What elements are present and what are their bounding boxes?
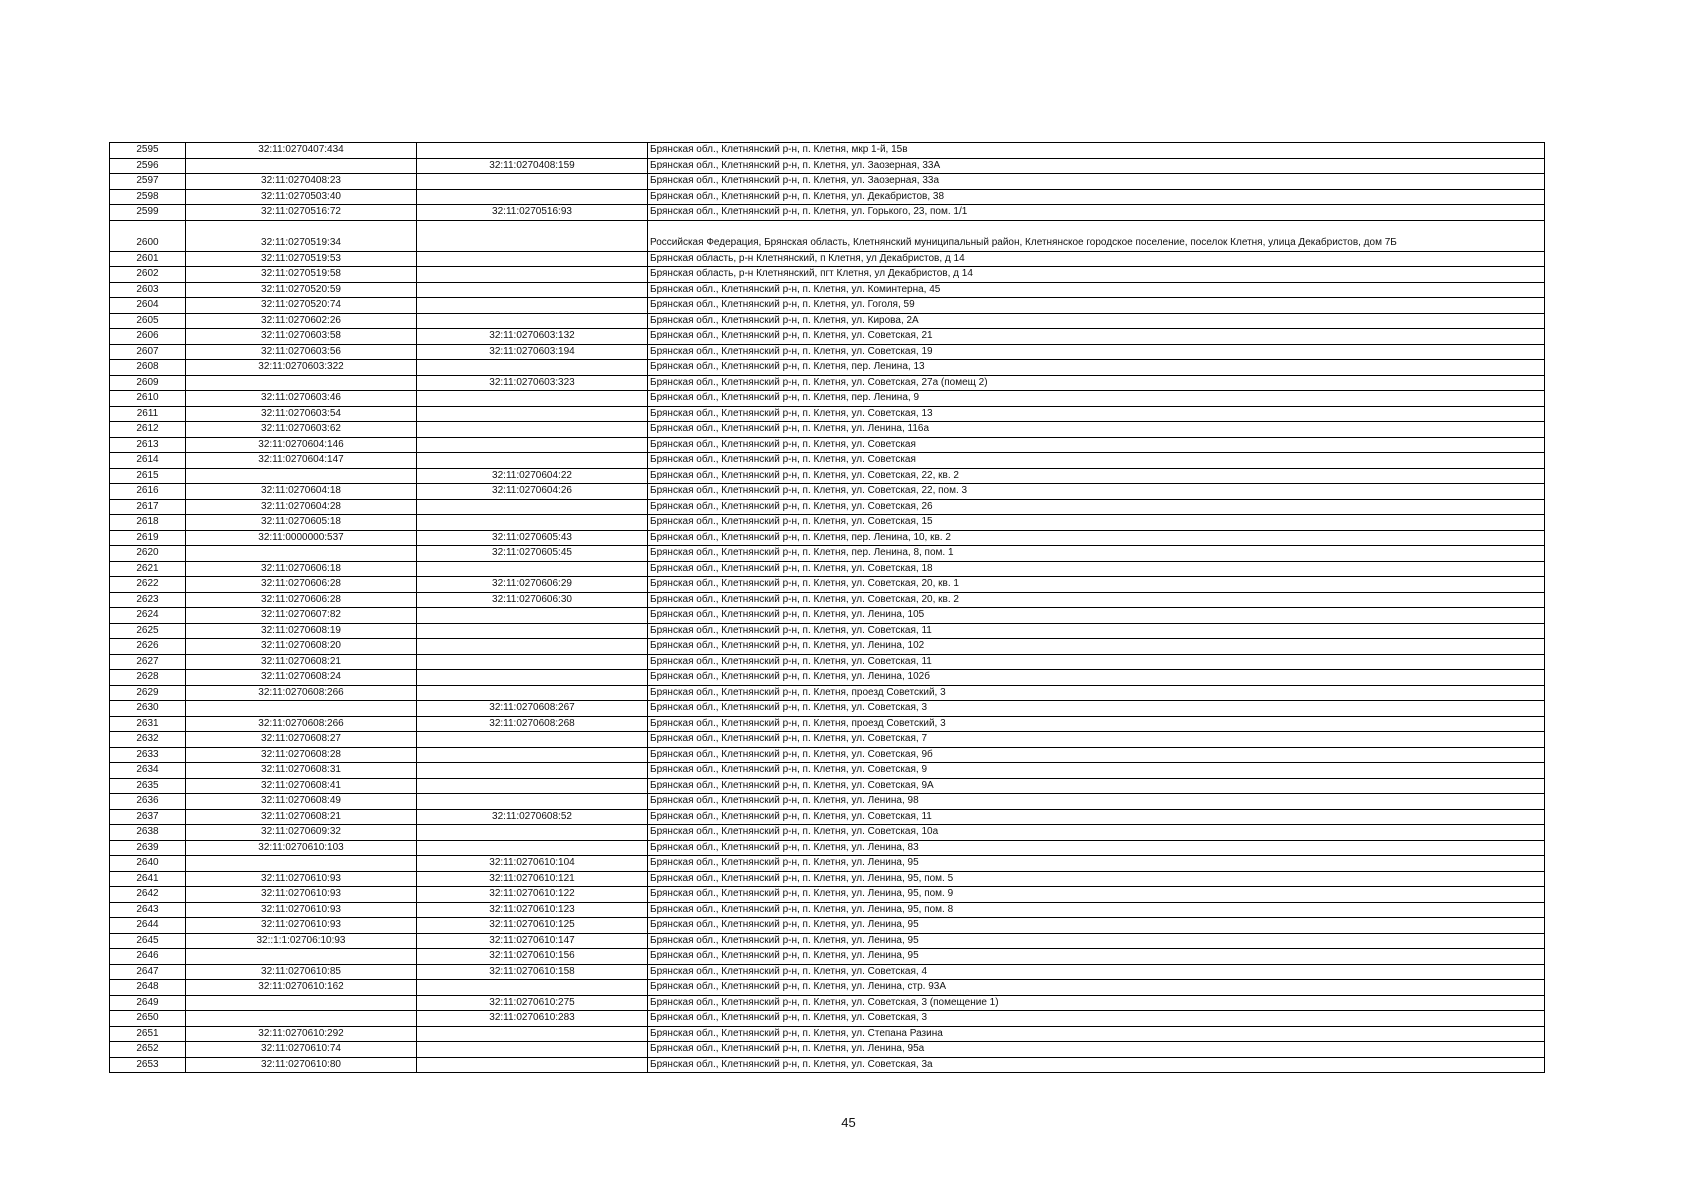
- related-cadastral-number-cell: [417, 623, 648, 639]
- cadastral-number-cell: 32:11:0270606:18: [186, 561, 417, 577]
- table-row: [110, 1026, 1545, 1042]
- cadastral-number-cell: 32:11:0270603:58: [186, 329, 417, 345]
- address-cell: Брянская обл., Клетнянский р-н, п. Клетня, ул. Советская, 27а (помещ 2): [648, 375, 1545, 391]
- registry-table-body: [110, 143, 1545, 1073]
- cadastral-number-cell: 32:11:0270605:18: [186, 515, 417, 531]
- address-cell: Брянская обл., Клетнянский р-н, п. Клетня, проезд Советский, 3: [648, 716, 1545, 732]
- related-cadastral-number-cell: [417, 1057, 648, 1073]
- table-row: [110, 747, 1545, 763]
- related-cadastral-number-cell: [417, 437, 648, 453]
- cadastral-number-cell: 32:11:0270516:72: [186, 205, 417, 221]
- address-cell: Брянская обл., Клетнянский р-н, п. Клетня, ул. Советская, 20, кв. 2: [648, 592, 1545, 608]
- address-cell: Брянская обл., Клетнянский р-н, п. Клетня, ул. Ленина, 95а: [648, 1042, 1545, 1058]
- address-cell: Брянская обл., Клетнянский р-н, п. Клетня, ул. Степана Разина: [648, 1026, 1545, 1042]
- address-cell: Брянская обл., Клетнянский р-н, п. Клетня, ул. Советская, 9б: [648, 747, 1545, 763]
- table-row: [110, 360, 1545, 376]
- row-number-cell: 2625: [110, 623, 186, 639]
- row-number-cell: 2645: [110, 933, 186, 949]
- related-cadastral-number-cell: 32:11:0270606:29: [417, 577, 648, 593]
- row-number-cell: 2614: [110, 453, 186, 469]
- row-number-cell: 2600: [110, 220, 186, 251]
- related-cadastral-number-cell: [417, 840, 648, 856]
- table-row: [110, 763, 1545, 779]
- table-row: [110, 329, 1545, 345]
- page-number: 45: [841, 1115, 856, 1130]
- related-cadastral-number-cell: [417, 825, 648, 841]
- address-cell: Брянская обл., Клетнянский р-н, п. Клетня, ул. Советская, 4: [648, 964, 1545, 980]
- related-cadastral-number-cell: [417, 267, 648, 283]
- row-number-cell: 2618: [110, 515, 186, 531]
- cadastral-number-cell: 32:11:0270606:28: [186, 592, 417, 608]
- row-number-cell: 2641: [110, 871, 186, 887]
- cadastral-number-cell: 32:11:0270603:54: [186, 406, 417, 422]
- table-row: [110, 732, 1545, 748]
- row-number-cell: 2626: [110, 639, 186, 655]
- related-cadastral-number-cell: 32:11:0270610:122: [417, 887, 648, 903]
- table-row: [110, 282, 1545, 298]
- address-cell: Брянская обл., Клетнянский р-н, п. Клетня, ул. Ленина, 95, пом. 5: [648, 871, 1545, 887]
- row-number-cell: 2609: [110, 375, 186, 391]
- address-cell: Брянская обл., Клетнянский р-н, п. Клетня, ул. Советская, 9: [648, 763, 1545, 779]
- cadastral-number-cell: 32:11:0270603:46: [186, 391, 417, 407]
- related-cadastral-number-cell: 32:11:0270608:267: [417, 701, 648, 717]
- address-cell: Брянская обл., Клетнянский р-н, п. Клетня, ул. Советская, 22, кв. 2: [648, 468, 1545, 484]
- address-cell: Брянская обл., Клетнянский р-н, п. Клетня, ул. Кирова, 2А: [648, 313, 1545, 329]
- address-cell: Брянская обл., Клетнянский р-н, п. Клетня, ул. Советская: [648, 437, 1545, 453]
- table-row: [110, 484, 1545, 500]
- cadastral-number-cell: [186, 468, 417, 484]
- related-cadastral-number-cell: 32:11:0270610:147: [417, 933, 648, 949]
- table-row: [110, 205, 1545, 221]
- table-row: [110, 701, 1545, 717]
- related-cadastral-number-cell: [417, 422, 648, 438]
- cadastral-number-cell: 32:11:0270608:266: [186, 716, 417, 732]
- related-cadastral-number-cell: [417, 747, 648, 763]
- table-row: [110, 344, 1545, 360]
- address-cell: Брянская обл., Клетнянский р-н, п. Клетня, ул. Ленина, 102б: [648, 670, 1545, 686]
- address-cell: Брянская обл., Клетнянский р-н, п. Клетня, ул. Ленина, 95, пом. 8: [648, 902, 1545, 918]
- address-cell: Брянская область, р-н Клетнянский, пгт Клетня, ул Декабристов, д 14: [648, 267, 1545, 283]
- address-cell: Брянская обл., Клетнянский р-н, п. Клетня, ул. Советская, 11: [648, 809, 1545, 825]
- row-number-cell: 2628: [110, 670, 186, 686]
- cadastral-number-cell: 32:11:0270604:147: [186, 453, 417, 469]
- related-cadastral-number-cell: 32:11:0270608:268: [417, 716, 648, 732]
- row-number-cell: 2639: [110, 840, 186, 856]
- related-cadastral-number-cell: 32:11:0270610:125: [417, 918, 648, 934]
- row-number-cell: 2621: [110, 561, 186, 577]
- related-cadastral-number-cell: [417, 406, 648, 422]
- table-row: [110, 670, 1545, 686]
- cadastral-number-cell: 32:11:0270610:93: [186, 902, 417, 918]
- address-cell: Брянская обл., Клетнянский р-н, п. Клетня, ул. Советская, 10а: [648, 825, 1545, 841]
- row-number-cell: 2617: [110, 499, 186, 515]
- related-cadastral-number-cell: 32:11:0270605:43: [417, 530, 648, 546]
- cadastral-number-cell: 32:11:0270604:18: [186, 484, 417, 500]
- row-number-cell: 2647: [110, 964, 186, 980]
- table-row: [110, 1011, 1545, 1027]
- table-row: [110, 406, 1545, 422]
- address-cell: Брянская обл., Клетнянский р-н, п. Клетня, пер. Ленина, 9: [648, 391, 1545, 407]
- row-number-cell: 2637: [110, 809, 186, 825]
- related-cadastral-number-cell: 32:11:0270603:194: [417, 344, 648, 360]
- table-row: [110, 577, 1545, 593]
- table-row: [110, 794, 1545, 810]
- address-cell: Брянская обл., Клетнянский р-н, п. Клетня, ул. Советская, 15: [648, 515, 1545, 531]
- row-number-cell: 2633: [110, 747, 186, 763]
- address-cell: Брянская обл., Клетнянский р-н, п. Клетня, ул. Горького, 23, пом. 1/1: [648, 205, 1545, 221]
- address-cell: Брянская обл., Клетнянский р-н, п. Клетня, ул. Советская, 3 (помещение 1): [648, 995, 1545, 1011]
- related-cadastral-number-cell: [417, 515, 648, 531]
- related-cadastral-number-cell: [417, 453, 648, 469]
- related-cadastral-number-cell: [417, 670, 648, 686]
- related-cadastral-number-cell: [417, 360, 648, 376]
- table-row: [110, 499, 1545, 515]
- cadastral-number-cell: [186, 995, 417, 1011]
- table-row: [110, 623, 1545, 639]
- row-number-cell: 2623: [110, 592, 186, 608]
- table-row: [110, 313, 1545, 329]
- address-cell: Брянская обл., Клетнянский р-н, п. Клетня, ул. Советская, 11: [648, 623, 1545, 639]
- table-row: [110, 251, 1545, 267]
- table-row: [110, 778, 1545, 794]
- related-cadastral-number-cell: [417, 561, 648, 577]
- related-cadastral-number-cell: [417, 763, 648, 779]
- cadastral-number-cell: [186, 158, 417, 174]
- related-cadastral-number-cell: 32:11:0270604:26: [417, 484, 648, 500]
- cadastral-number-cell: [186, 949, 417, 965]
- table-row: [110, 871, 1545, 887]
- related-cadastral-number-cell: [417, 608, 648, 624]
- table-row: [110, 809, 1545, 825]
- table-row: [110, 561, 1545, 577]
- related-cadastral-number-cell: 32:11:0270408:159: [417, 158, 648, 174]
- address-cell: Брянская обл., Клетнянский р-н, п. Клетня, ул. Советская, 11: [648, 654, 1545, 670]
- row-number-cell: 2648: [110, 980, 186, 996]
- related-cadastral-number-cell: 32:11:0270516:93: [417, 205, 648, 221]
- related-cadastral-number-cell: [417, 794, 648, 810]
- cadastral-number-cell: 32:11:0270608:41: [186, 778, 417, 794]
- cadastral-number-cell: 32:11:0270610:292: [186, 1026, 417, 1042]
- table-row: [110, 546, 1545, 562]
- address-cell: Брянская обл., Клетнянский р-н, п. Клетня, ул. Советская, 3: [648, 1011, 1545, 1027]
- address-cell: Брянская обл., Клетнянский р-н, п. Клетня, ул. Советская, 9А: [648, 778, 1545, 794]
- related-cadastral-number-cell: [417, 298, 648, 314]
- related-cadastral-number-cell: [417, 189, 648, 205]
- table-row: [110, 437, 1545, 453]
- row-number-cell: 2601: [110, 251, 186, 267]
- address-cell: Брянская обл., Клетнянский р-н, п. Клетня, ул. Ленина, 83: [648, 840, 1545, 856]
- related-cadastral-number-cell: 32:11:0270604:22: [417, 468, 648, 484]
- cadastral-number-cell: 32:11:0270610:93: [186, 918, 417, 934]
- cadastral-number-cell: 32:11:0270603:322: [186, 360, 417, 376]
- related-cadastral-number-cell: [417, 732, 648, 748]
- cadastral-number-cell: 32:11:0270608:31: [186, 763, 417, 779]
- table-row: [110, 685, 1545, 701]
- table-row: [110, 995, 1545, 1011]
- cadastral-number-cell: 32:11:0270606:28: [186, 577, 417, 593]
- related-cadastral-number-cell: 32:11:0270610:121: [417, 871, 648, 887]
- cadastral-number-cell: 32:11:0270610:93: [186, 871, 417, 887]
- cadastral-number-cell: 32:11:0270609:32: [186, 825, 417, 841]
- related-cadastral-number-cell: [417, 143, 648, 159]
- address-cell: Брянская обл., Клетнянский р-н, п. Клетня, пер. Ленина, 10, кв. 2: [648, 530, 1545, 546]
- related-cadastral-number-cell: 32:11:0270606:30: [417, 592, 648, 608]
- table-row: [110, 825, 1545, 841]
- table-row: [110, 592, 1545, 608]
- table-row: [110, 143, 1545, 159]
- table-row: [110, 949, 1545, 965]
- address-cell: Брянская обл., Клетнянский р-н, п. Клетня, ул. Ленина, 95: [648, 918, 1545, 934]
- cadastral-number-cell: 32:11:0270610:74: [186, 1042, 417, 1058]
- cadastral-number-cell: 32:11:0270604:28: [186, 499, 417, 515]
- row-number-cell: 2632: [110, 732, 186, 748]
- cadastral-number-cell: [186, 375, 417, 391]
- row-number-cell: 2631: [110, 716, 186, 732]
- related-cadastral-number-cell: [417, 282, 648, 298]
- related-cadastral-number-cell: [417, 174, 648, 190]
- table-row: [110, 468, 1545, 484]
- address-cell: Брянская обл., Клетнянский р-н, п. Клетня, ул. Ленина, 116а: [648, 422, 1545, 438]
- table-row: [110, 1042, 1545, 1058]
- cadastral-number-cell: 32:11:0270519:34: [186, 220, 417, 251]
- address-cell: Брянская обл., Клетнянский р-н, п. Клетня, ул. Ленина, 95: [648, 856, 1545, 872]
- table-row: [110, 902, 1545, 918]
- table-row: [110, 530, 1545, 546]
- row-number-cell: 2598: [110, 189, 186, 205]
- table-row: [110, 298, 1545, 314]
- row-number-cell: 2613: [110, 437, 186, 453]
- cadastral-number-cell: 32:11:0270608:19: [186, 623, 417, 639]
- cadastral-number-cell: 32:11:0270520:59: [186, 282, 417, 298]
- cadastral-number-cell: 32:11:0270610:80: [186, 1057, 417, 1073]
- address-cell: Брянская обл., Клетнянский р-н, п. Клетня, ул. Советская, 26: [648, 499, 1545, 515]
- related-cadastral-number-cell: 32:11:0270610:283: [417, 1011, 648, 1027]
- address-cell: Брянская обл., Клетнянский р-н, п. Клетня, ул. Советская, 7: [648, 732, 1545, 748]
- table-row: [110, 375, 1545, 391]
- related-cadastral-number-cell: 32:11:0270603:323: [417, 375, 648, 391]
- related-cadastral-number-cell: 32:11:0270610:156: [417, 949, 648, 965]
- address-cell: Брянская обл., Клетнянский р-н, п. Клетня, ул. Ленина, 102: [648, 639, 1545, 655]
- cadastral-number-cell: 32:11:0000000:537: [186, 530, 417, 546]
- table-row: [110, 964, 1545, 980]
- cadastral-number-cell: 32:11:0270519:53: [186, 251, 417, 267]
- row-number-cell: 2610: [110, 391, 186, 407]
- row-number-cell: 2634: [110, 763, 186, 779]
- address-cell: Брянская обл., Клетнянский р-н, п. Клетня, ул. Советская, 20, кв. 1: [648, 577, 1545, 593]
- table-row: [110, 391, 1545, 407]
- cadastral-number-cell: 32:11:0270519:58: [186, 267, 417, 283]
- row-number-cell: 2616: [110, 484, 186, 500]
- row-number-cell: 2643: [110, 902, 186, 918]
- row-number-cell: 2636: [110, 794, 186, 810]
- table-row: [110, 174, 1545, 190]
- table-row: [110, 980, 1545, 996]
- row-number-cell: 2603: [110, 282, 186, 298]
- address-cell: Брянская обл., Клетнянский р-н, п. Клетня, ул. Декабристов, 38: [648, 189, 1545, 205]
- related-cadastral-number-cell: 32:11:0270605:45: [417, 546, 648, 562]
- address-cell: Брянская обл., Клетнянский р-н, п. Клетня, ул. Советская, 18: [648, 561, 1545, 577]
- row-number-cell: 2620: [110, 546, 186, 562]
- cadastral-number-cell: 32:11:0270608:49: [186, 794, 417, 810]
- cadastral-number-cell: 32:11:0270602:26: [186, 313, 417, 329]
- address-cell: Брянская обл., Клетнянский р-н, п. Клетня, пер. Ленина, 13: [648, 360, 1545, 376]
- table-row: [110, 918, 1545, 934]
- row-number-cell: 2604: [110, 298, 186, 314]
- row-number-cell: 2650: [110, 1011, 186, 1027]
- cadastral-number-cell: 32:11:0270608:24: [186, 670, 417, 686]
- row-number-cell: 2640: [110, 856, 186, 872]
- cadastral-number-cell: 32:11:0270503:40: [186, 189, 417, 205]
- address-cell: Брянская обл., Клетнянский р-н, п. Клетня, ул. Коминтерна, 45: [648, 282, 1545, 298]
- row-number-cell: 2596: [110, 158, 186, 174]
- address-cell: Брянская обл., Клетнянский р-н, п. Клетня, ул. Советская, 19: [648, 344, 1545, 360]
- row-number-cell: 2629: [110, 685, 186, 701]
- cadastral-number-cell: 32:11:0270610:93: [186, 887, 417, 903]
- row-number-cell: 2599: [110, 205, 186, 221]
- table-row: [110, 933, 1545, 949]
- address-cell: Брянская обл., Клетнянский р-н, п. Клетня, ул. Советская, 3а: [648, 1057, 1545, 1073]
- row-number-cell: 2651: [110, 1026, 186, 1042]
- cadastral-number-cell: 32:11:0270608:20: [186, 639, 417, 655]
- related-cadastral-number-cell: 32:11:0270608:52: [417, 809, 648, 825]
- row-number-cell: 2602: [110, 267, 186, 283]
- row-number-cell: 2615: [110, 468, 186, 484]
- related-cadastral-number-cell: [417, 1026, 648, 1042]
- table-row: [110, 608, 1545, 624]
- table-row: [110, 158, 1545, 174]
- cadastral-number-cell: 32:11:0270608:27: [186, 732, 417, 748]
- related-cadastral-number-cell: 32:11:0270610:275: [417, 995, 648, 1011]
- related-cadastral-number-cell: [417, 980, 648, 996]
- address-cell: Брянская обл., Клетнянский р-н, п. Клетня, ул. Ленина, 98: [648, 794, 1545, 810]
- cadastral-number-cell: 32:11:0270604:146: [186, 437, 417, 453]
- cadastral-number-cell: 32:11:0270408:23: [186, 174, 417, 190]
- related-cadastral-number-cell: 32:11:0270610:158: [417, 964, 648, 980]
- related-cadastral-number-cell: [417, 1042, 648, 1058]
- row-number-cell: 2653: [110, 1057, 186, 1073]
- address-cell: Брянская обл., Клетнянский р-н, п. Клетня, ул. Ленина, стр. 93А: [648, 980, 1545, 996]
- row-number-cell: 2638: [110, 825, 186, 841]
- table-row: [110, 267, 1545, 283]
- row-number-cell: 2595: [110, 143, 186, 159]
- row-number-cell: 2627: [110, 654, 186, 670]
- table-row: [110, 639, 1545, 655]
- address-cell: Российская Федерация, Брянская область, Клетнянский муниципальный район, Клетнянское городское поселение, поселок Клетня, улица Декабристов, дом 7Б: [648, 220, 1545, 251]
- cadastral-number-cell: 32:11:0270607:82: [186, 608, 417, 624]
- row-number-cell: 2597: [110, 174, 186, 190]
- row-number-cell: 2635: [110, 778, 186, 794]
- address-cell: Брянская обл., Клетнянский р-н, п. Клетня, ул. Заозерная, 33а: [648, 174, 1545, 190]
- row-number-cell: 2630: [110, 701, 186, 717]
- address-cell: Брянская область, р-н Клетнянский, п Клетня, ул Декабристов, д 14: [648, 251, 1545, 267]
- related-cadastral-number-cell: 32:11:0270603:132: [417, 329, 648, 345]
- row-number-cell: 2652: [110, 1042, 186, 1058]
- table-row: [110, 856, 1545, 872]
- row-number-cell: 2646: [110, 949, 186, 965]
- address-cell: Брянская обл., Клетнянский р-н, п. Клетня, мкр 1-й, 15в: [648, 143, 1545, 159]
- address-cell: Брянская обл., Клетнянский р-н, п. Клетня, ул. Советская, 21: [648, 329, 1545, 345]
- table-row: [110, 422, 1545, 438]
- related-cadastral-number-cell: [417, 313, 648, 329]
- cadastral-number-cell: [186, 546, 417, 562]
- table-row: [110, 887, 1545, 903]
- table-row: [110, 189, 1545, 205]
- address-cell: Брянская обл., Клетнянский р-н, п. Клетня, пер. Ленина, 8, пом. 1: [648, 546, 1545, 562]
- address-cell: Брянская обл., Клетнянский р-н, п. Клетня, ул. Ленина, 95: [648, 933, 1545, 949]
- related-cadastral-number-cell: [417, 685, 648, 701]
- row-number-cell: 2624: [110, 608, 186, 624]
- cadastral-number-cell: 32:11:0270608:21: [186, 809, 417, 825]
- table-row: [110, 453, 1545, 469]
- cadastral-number-cell: 32:11:0270520:74: [186, 298, 417, 314]
- property-registry-table: [109, 142, 1545, 1073]
- address-cell: Брянская обл., Клетнянский р-н, п. Клетня, ул. Советская, 22, пом. 3: [648, 484, 1545, 500]
- related-cadastral-number-cell: [417, 778, 648, 794]
- related-cadastral-number-cell: 32:11:0270610:104: [417, 856, 648, 872]
- related-cadastral-number-cell: [417, 654, 648, 670]
- address-cell: Брянская обл., Клетнянский р-н, п. Клетня, ул. Заозерная, 33А: [648, 158, 1545, 174]
- cadastral-number-cell: 32:11:0270608:266: [186, 685, 417, 701]
- related-cadastral-number-cell: [417, 639, 648, 655]
- row-number-cell: 2607: [110, 344, 186, 360]
- address-cell: Брянская обл., Клетнянский р-н, п. Клетня, ул. Ленина, 105: [648, 608, 1545, 624]
- cadastral-number-cell: 32:11:0270610:162: [186, 980, 417, 996]
- table-row: [110, 654, 1545, 670]
- address-cell: Брянская обл., Клетнянский р-н, п. Клетня, ул. Гоголя, 59: [648, 298, 1545, 314]
- cadastral-number-cell: 32:11:0270610:85: [186, 964, 417, 980]
- cadastral-number-cell: [186, 701, 417, 717]
- address-cell: Брянская обл., Клетнянский р-н, п. Клетня, ул. Ленина, 95, пом. 9: [648, 887, 1545, 903]
- cadastral-number-cell: 32:11:0270610:103: [186, 840, 417, 856]
- related-cadastral-number-cell: [417, 499, 648, 515]
- row-number-cell: 2611: [110, 406, 186, 422]
- table-row: [110, 1057, 1545, 1073]
- cadastral-number-cell: 32:11:0270608:21: [186, 654, 417, 670]
- cadastral-number-cell: 32:11:0270608:28: [186, 747, 417, 763]
- table-row: [110, 840, 1545, 856]
- related-cadastral-number-cell: 32:11:0270610:123: [417, 902, 648, 918]
- cadastral-number-cell: 32::1:1:02706:10:93: [186, 933, 417, 949]
- row-number-cell: 2605: [110, 313, 186, 329]
- address-cell: Брянская обл., Клетнянский р-н, п. Клетня, ул. Советская, 13: [648, 406, 1545, 422]
- row-number-cell: 2619: [110, 530, 186, 546]
- table-row: [110, 515, 1545, 531]
- address-cell: Брянская обл., Клетнянский р-н, п. Клетня, проезд Советский, 3: [648, 685, 1545, 701]
- address-cell: Брянская обл., Клетнянский р-н, п. Клетня, ул. Ленина, 95: [648, 949, 1545, 965]
- row-number-cell: 2642: [110, 887, 186, 903]
- row-number-cell: 2606: [110, 329, 186, 345]
- row-number-cell: 2644: [110, 918, 186, 934]
- cadastral-number-cell: 32:11:0270407:434: [186, 143, 417, 159]
- row-number-cell: 2649: [110, 995, 186, 1011]
- cadastral-number-cell: 32:11:0270603:62: [186, 422, 417, 438]
- cadastral-number-cell: [186, 1011, 417, 1027]
- related-cadastral-number-cell: [417, 391, 648, 407]
- cadastral-number-cell: [186, 856, 417, 872]
- table-row: [110, 716, 1545, 732]
- cadastral-number-cell: 32:11:0270603:56: [186, 344, 417, 360]
- table-row: [110, 220, 1545, 251]
- related-cadastral-number-cell: [417, 220, 648, 251]
- address-cell: Брянская обл., Клетнянский р-н, п. Клетня, ул. Советская: [648, 453, 1545, 469]
- address-cell: Брянская обл., Клетнянский р-н, п. Клетня, ул. Советская, 3: [648, 701, 1545, 717]
- row-number-cell: 2612: [110, 422, 186, 438]
- row-number-cell: 2608: [110, 360, 186, 376]
- related-cadastral-number-cell: [417, 251, 648, 267]
- row-number-cell: 2622: [110, 577, 186, 593]
